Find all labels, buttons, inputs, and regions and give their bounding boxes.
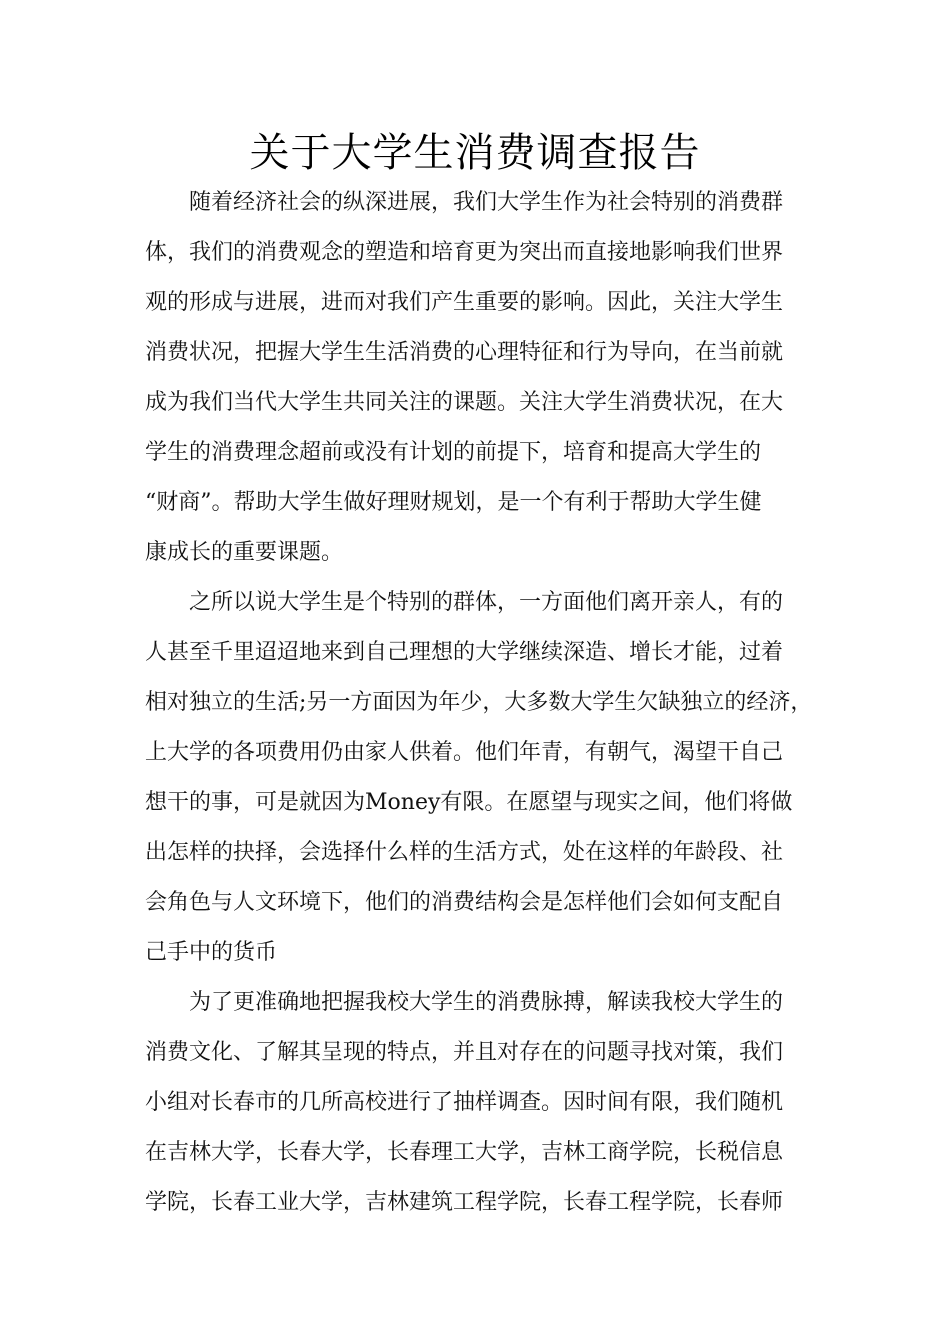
- text-line: 上大学的各项费用仍由家人供着。他们年青，有朝气，渴望干自己: [145, 740, 784, 765]
- paragraph-2: [145, 578, 815, 978]
- text-line: 观的形成与进展，进而对我们产生重要的影响。因此，关注大学生: [145, 290, 784, 315]
- text-line: 康成长的重要课题。: [145, 540, 344, 565]
- document-title: 关于大学生消费调查报告: [249, 130, 701, 176]
- text-line: 体，我们的消费观念的塑造和培育更为突出而直接地影响我们世界: [145, 240, 784, 265]
- text-line: 己手中的货币: [145, 940, 278, 965]
- paragraph-1: [145, 178, 815, 578]
- text-line: 消费文化、了解其呈现的特点，并且对存在的问题寻找对策，我们: [145, 1040, 784, 1065]
- text-line: 小组对长春市的几所高校进行了抽样调查。因时间有限，我们随机: [145, 1090, 784, 1115]
- text-line: 人甚至千里迢迢地来到自己理想的大学继续深造、增长才能，过着: [145, 640, 784, 665]
- document-body: [145, 178, 815, 1228]
- text-line: 为了更准确地把握我校大学生的消费脉搏，解读我校大学生的: [189, 990, 784, 1015]
- text-line: 出怎样的抉择，会选择什么样的生活方式，处在这样的年龄段、社: [145, 840, 784, 865]
- paragraph-3: [145, 978, 815, 1228]
- text-line: 想干的事，可是就因为Money有限。在愿望与现实之间，他们将做: [145, 790, 793, 815]
- text-line: 在吉林大学，长春大学，长春理工大学，吉林工商学院，长税信息: [145, 1140, 784, 1165]
- text-line: 学生的消费理念超前或没有计划的前提下，培育和提高大学生的: [145, 440, 762, 465]
- text-line: 会角色与人文环境下，他们的消费结构会是怎样他们会如何支配自: [145, 890, 784, 915]
- text-line: 消费状况，把握大学生生活消费的心理特征和行为导向，在当前就: [145, 340, 784, 365]
- text-line: “财商”。帮助大学生做好理财规划，是一个有利于帮助大学生健: [145, 490, 762, 515]
- text-line: 相对独立的生活;另一方面因为年少，大多数大学生欠缺独立的经济，: [145, 690, 813, 715]
- text-line: 学院，长春工业大学，吉林建筑工程学院，长春工程学院，长春师: [145, 1190, 784, 1215]
- text-line: 成为我们当代大学生共同关注的课题。关注大学生消费状况，在大: [145, 390, 784, 415]
- text-line: 随着经济社会的纵深进展，我们大学生作为社会特别的消费群: [189, 190, 784, 215]
- text-line: 之所以说大学生是个特别的群体，一方面他们离开亲人，有的: [189, 590, 784, 615]
